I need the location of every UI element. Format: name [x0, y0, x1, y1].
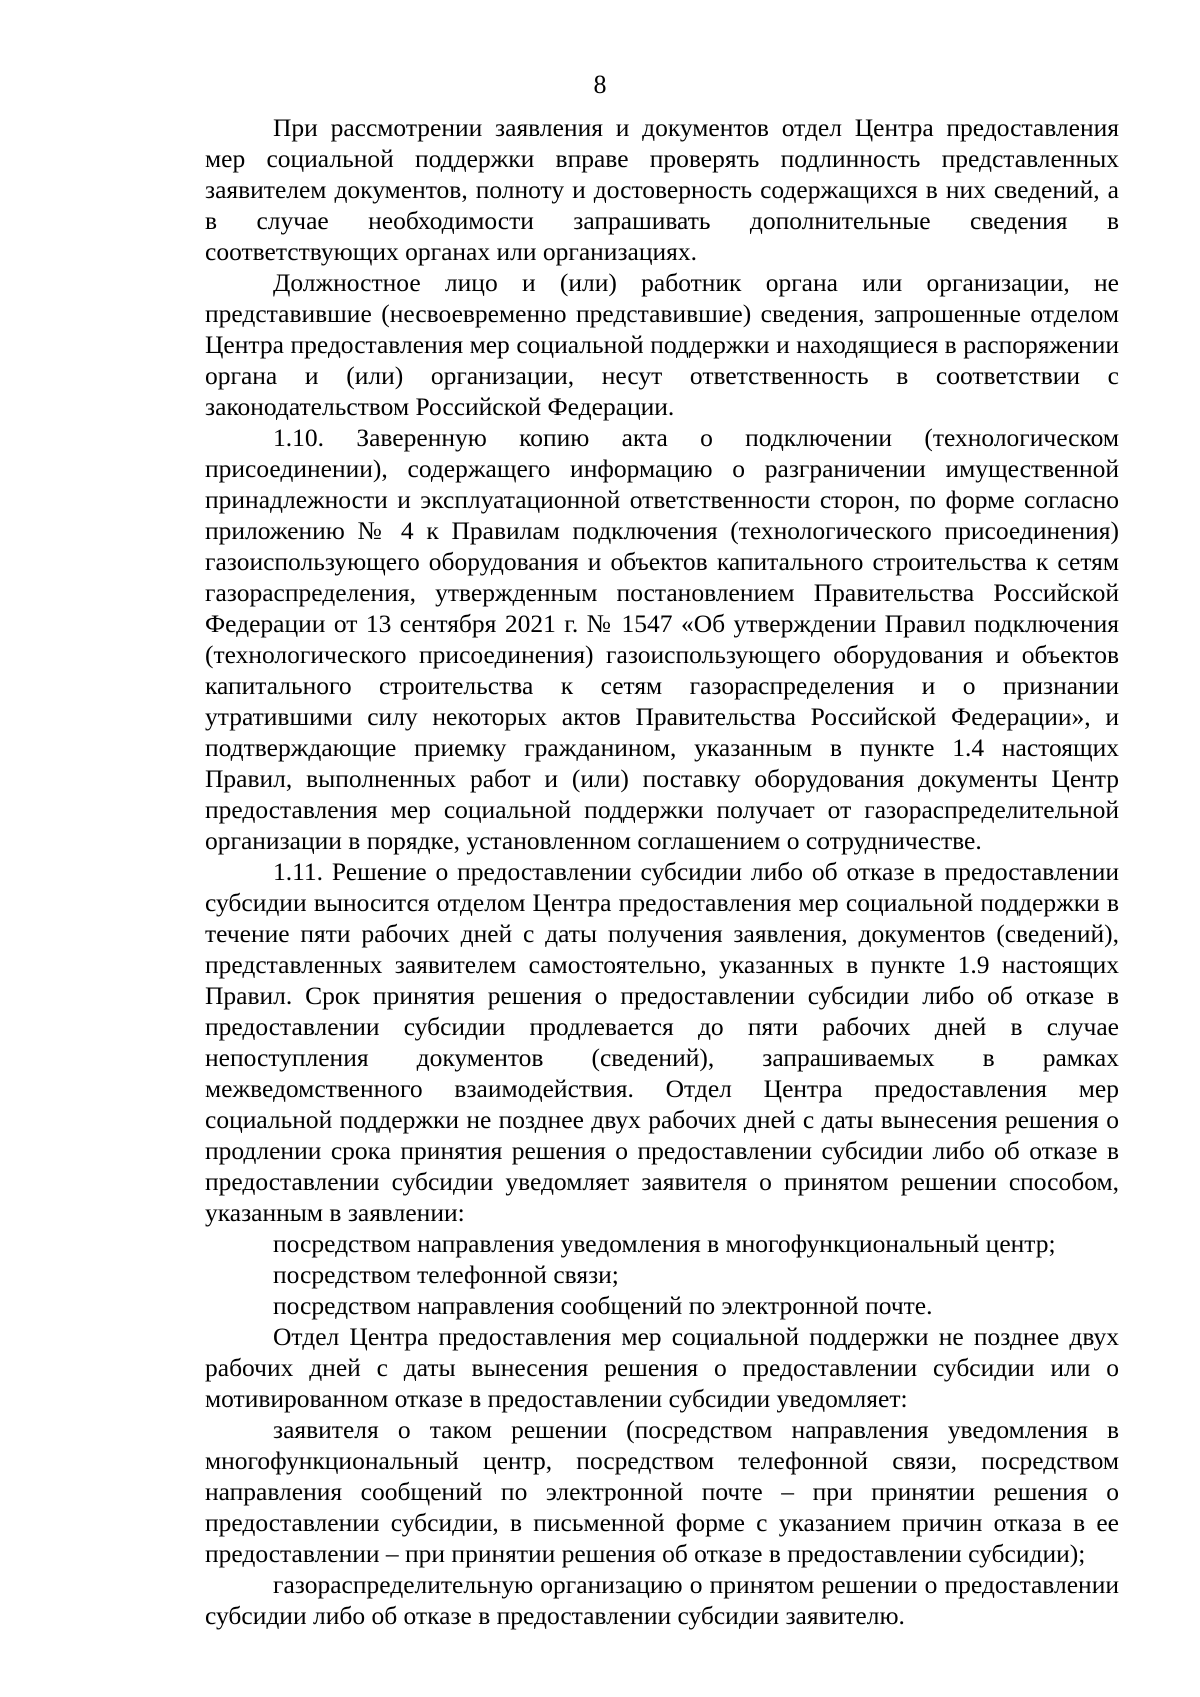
- paragraph-responsibility: Должностное лицо и (или) работник органа или организации, не представившие (несвоевременно представившие) сведения, запрошенные отделом Центра предоставления мер социальной поддержки и находящиеся в распоряжении органа и (или) организации, несут ответственность в соответствии с законодательством Российской Федерации.: [205, 268, 1119, 421]
- list-item-email: посредством направления сообщений по электронной почте.: [273, 1291, 933, 1320]
- paragraph-notification: Отдел Центра предоставления мер социальной поддержки не позднее двух рабочих дней с даты вынесения решения о предоставлении субсидии или о мотивированном отказе в предоставлении субсидии уведомляет:: [205, 1322, 1119, 1413]
- document-body: [205, 112, 1119, 1631]
- list-item-phone: посредством телефонной связи;: [273, 1260, 619, 1289]
- paragraph-document-verification: При рассмотрении заявления и документов отдел Центра предоставления мер социальной поддержки вправе проверять подлинность представленных заявителем документов, полноту и достоверность содержащихся в них сведений, а в случае необходимости запрашивать дополнительные сведения в соответствующих органах или организациях.: [205, 113, 1119, 266]
- page-number: 8: [593, 70, 607, 99]
- paragraph-1-11: 1.11. Решение о предоставлении субсидии либо об отказе в предоставлении субсидии выносится отделом Центра предоставления мер социальной поддержки в течение пяти рабочих дней с даты получения заявления, документов (сведений), представленных заявителем самостоятельно, указанных в пункте 1.9 настоящих Правил. Срок принятия решения о предоставлении субсидии либо об отказе в предоставлении субсидии продлевается до пяти рабочих дней в случае непоступления документов (сведений), запрашиваемых в рамках межведомственного взаимодействия. Отдел Центра предоставления мер социальной поддержки не позднее двух рабочих дней с даты вынесения решения о продлении срока принятия решения о предоставлении субсидии либо об отказе в предоставлении субсидии уведомляет заявителя о принятом решении способом, указанным в заявлении:: [205, 857, 1119, 1227]
- list-item-mfc: посредством направления уведомления в многофункциональный центр;: [273, 1229, 1056, 1258]
- paragraph-1-10: 1.10. Заверенную копию акта о подключении (технологическом присоединении), содержащего информацию о разграничении имущественной принадлежности и эксплуатационной ответственности сторон, по форме согласно приложению № 4 к Правилам подключения (технологического присоединения) газоиспользующего оборудования и объектов капитального строительства к сетям газораспределения, утвержденным постановлением Правительства Российской Федерации от 13 сентября 2021 г. № 1547 «Об утверждении Правил подключения (технологического присоединения) газоиспользующего оборудования и объектов капитального строительства к сетям газораспределения и о признании утратившими силу некоторых актов Правительства Российской Федерации», и подтверждающие приемку гражданином, указанным в пункте 1.4 настоящих Правил, выполненных работ и (или) поставку оборудования документы Центр предоставления мер социальной поддержки получает от газораспределительной организации в порядке, установленном соглашением о сотрудничестве.: [205, 423, 1119, 855]
- list-item-applicant: заявителя о таком решении (посредством направления уведомления в многофункциональный центр, посредством телефонной связи, посредством направления сообщений по электронной почте – при принятии решения о предоставлении субсидии, в письменной форме с указанием причин отказа в ее предоставлении – при принятии решения об отказе в предоставлении субсидии);: [205, 1415, 1119, 1568]
- list-item-gas-organization: газораспределительную организацию о принятом решении о предоставлении субсидии либо об отказе в предоставлении субсидии заявителю.: [205, 1570, 1119, 1630]
